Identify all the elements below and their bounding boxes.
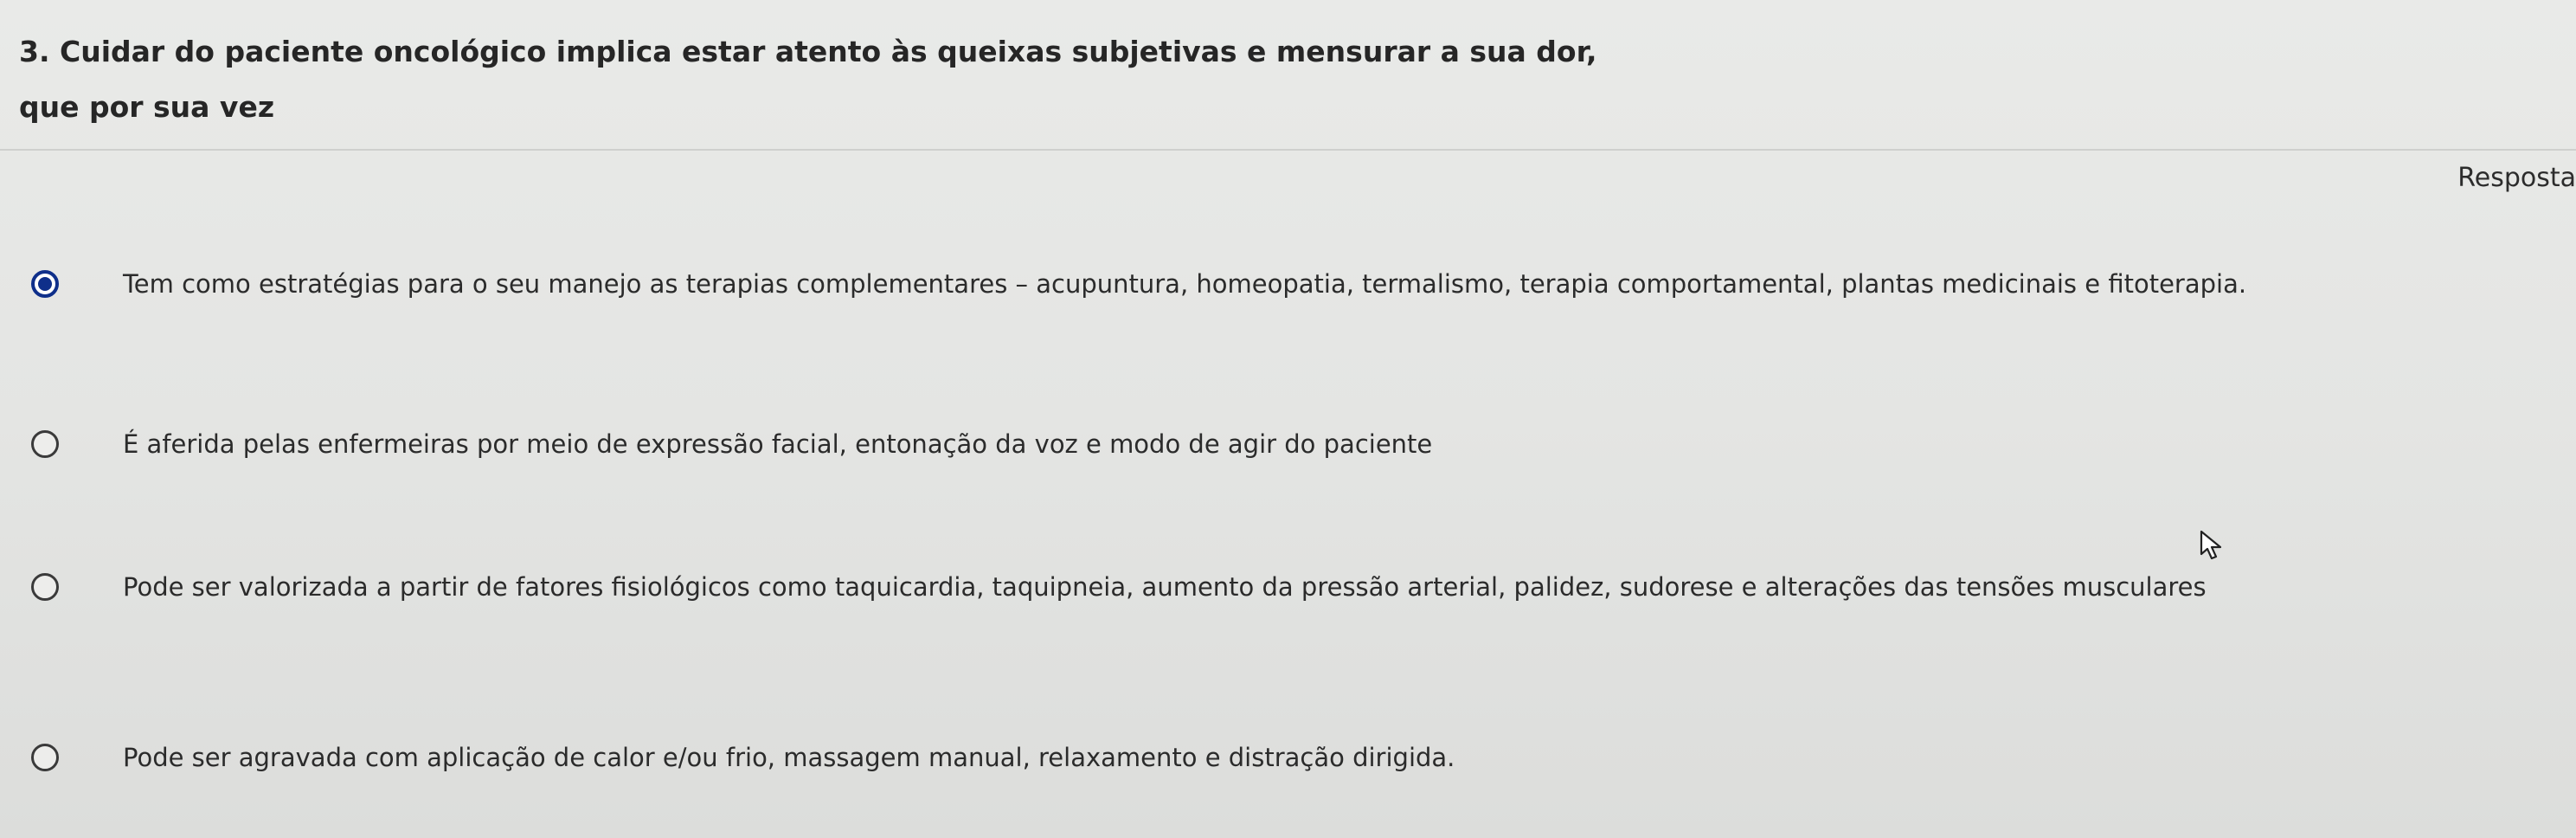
radio-button[interactable] (31, 430, 59, 458)
answer-option-text: Tem como estratégias para o seu manejo as terapias complementares – acupuntura, homeopatia, termalismo, terapia comportamental, plantas medicinais e fitoterapia. (123, 269, 2247, 299)
answer-label: Resposta (2457, 163, 2576, 193)
answer-option-text: Pode ser valorizada a partir de fatores fisiológicos como taquicardia, taquipneia, aumento da pressão arterial, palidez, sudorese e alterações das tensões musculares (123, 572, 2207, 602)
answer-option-2[interactable] (31, 418, 1432, 470)
radio-button[interactable] (31, 573, 59, 601)
question-divider (0, 149, 2576, 151)
mouse-cursor-icon (2198, 528, 2232, 563)
answer-option-1[interactable] (31, 258, 2246, 310)
answer-option-text: É aferida pelas enfermeiras por meio de expressão facial, entonação da voz e modo de agir do paciente (123, 429, 1433, 459)
radio-button-selected[interactable] (31, 270, 59, 298)
answer-option-3[interactable] (31, 561, 2207, 613)
question-text: 3. Cuidar do paciente oncológico implica estar atento às queixas subjetivas e mensurar a sua dor, que por sua vez (19, 35, 1597, 124)
answer-option-text: Pode ser agravada com aplicação de calor e/ou frio, massagem manual, relaxamento e distração dirigida. (123, 743, 1455, 772)
answer-option-4[interactable] (31, 732, 1455, 783)
radio-button[interactable] (31, 744, 59, 771)
